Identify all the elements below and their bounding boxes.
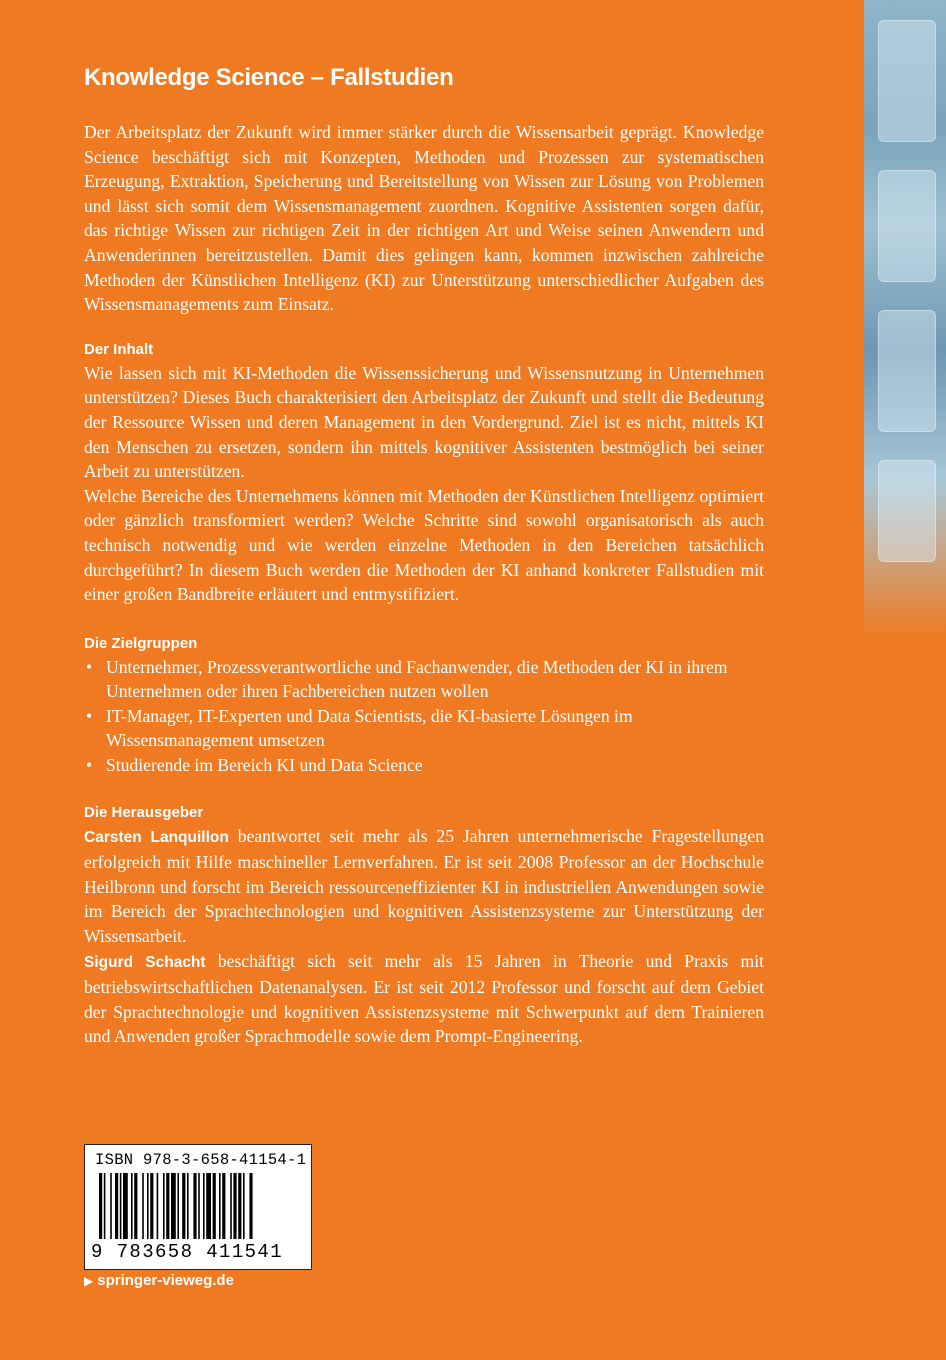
editor-2-bio: Sigurd Schacht beschäftigt sich seit mehr als 15 Jahren in Theorie und Praxis mit betriebswirtschaftlichen Datenanalysen. Er ist seit 2012 Professor und forscht auf dem Gebiet der Sprachtechnologie und kognitiven Assistenzsysteme mit Schwerpunkt auf dem Trainieren und Anwenden großer Sprachmodelle sowie dem Prompt-Engineering. [84, 950, 765, 1047]
list-item: • Studierende im Bereich KI und Data Science [84, 753, 764, 778]
section-heading-inhalt: Der Inhalt [84, 340, 154, 358]
barcode-bar [147, 1173, 149, 1239]
barcode-bar [99, 1173, 102, 1239]
inhalt-paragraph-1: Wie lassen sich mit KI-Methoden die Wissenssicherung und Wissensnutzung in Unternehmen unterstützen? Dieses Buch charakterisiert den Arbeitsplatz der Zukunft und stellt die Bedeutung der Ressource Wissen und deren Management in den Vordergrund. Ziel ist es nicht, mittels KI den Menschen zu ersetzen, sondern ihn mittels kognitiver Assistenten bestmöglich bei seiner Arbeit zu unterstützen. [84, 362, 764, 482]
bullet-icon: • [86, 755, 93, 776]
editor-1-name: Carsten Lanquillon [84, 828, 229, 846]
bullet-icon: • [86, 705, 93, 726]
barcode-bar [213, 1173, 216, 1239]
list-item: • IT-Manager, IT-Experten und Data Scientists, die KI-basierte Lösungen im Wissensmanagement umsetzen [86, 705, 633, 751]
arrow-icon: ▶ [84, 1273, 94, 1288]
barcode-bar [177, 1173, 179, 1239]
barcode-bar [219, 1173, 221, 1239]
barcode-bar [230, 1173, 232, 1239]
barcode-bar [150, 1173, 153, 1239]
barcode-bar [131, 1173, 133, 1239]
barcode-bar [142, 1173, 144, 1239]
barcode-bar [243, 1173, 245, 1239]
barcode-bar [115, 1173, 118, 1239]
barcode-bars [95, 1173, 301, 1239]
barcode-bar [187, 1173, 189, 1239]
isbn-barcode [84, 1144, 312, 1270]
barcode-bar [157, 1173, 159, 1239]
inhalt-paragraph-2: Welche Bereiche des Unternehmens können mit Methoden der Künstlichen Intelligenz optimiert oder gänzlich transformiert werden? Welche Schritte sind sowohl organisatorisch als auch technisch notwendig und wie werden einzelne Methoden in den Bereichen tatsächlich durchgeführt? In diesem Buch werden die Methoden der KI anhand konkreter Fallstudien mit einer großen Bandbreite erläutert und entmystifiziert. [84, 485, 764, 605]
barcode-bar [198, 1173, 200, 1239]
isbn-label: ISBN 978-3-658-41154-1 [95, 1151, 307, 1169]
publisher-url: springer-vieweg.de [97, 1272, 234, 1289]
barcode-bar [193, 1173, 196, 1239]
editor-1-bio: Carsten Lanquillon beantwortet seit mehr als 25 Jahren unternehmerische Fragestellungen erfolgreich mit Hilfe maschineller Lernverfahren. Er ist seit 2008 Professor an der Hochschule Heilbronn und forscht im Bereich ressourceneffizienter KI in industriellen Anwendungen sowie im Bereich der Sprachtechnologien und kognitiven Assistenzsysteme zur Unterstützung der Wissensarbeit. [84, 825, 764, 947]
list-item: • Unternehmer, Prozessverantwortliche und Fachanwender, die Methoden der KI in ihrem Unternehmen oder ihren Fachbereichen nutzen wollen [86, 656, 728, 702]
barcode-bar [120, 1173, 122, 1239]
book-title: Knowledge Science – Fallstudien [84, 64, 454, 91]
barcode-bar [171, 1173, 176, 1239]
barcode-bar [166, 1173, 169, 1239]
barcode-bar [134, 1173, 137, 1239]
barcode-bar [249, 1173, 252, 1239]
editor-2-name: Sigurd Schacht [84, 953, 206, 971]
publisher-link[interactable] [84, 1272, 234, 1289]
barcode-bar [206, 1173, 211, 1239]
barcode-bar [222, 1173, 225, 1239]
barcode-bar [233, 1173, 236, 1239]
back-cover-text [84, 62, 764, 1049]
barcode-bar [163, 1173, 165, 1239]
barcode-bar [104, 1173, 106, 1239]
section-heading-zielgruppen: Die Zielgruppen [84, 634, 198, 652]
cover-image-strip [864, 0, 946, 640]
barcode-bar [110, 1173, 112, 1239]
bullet-icon: • [86, 656, 93, 677]
barcode-bar [238, 1173, 241, 1239]
zielgruppen-list [84, 655, 764, 778]
barcode-bar [123, 1173, 128, 1239]
barcode-bar [182, 1173, 185, 1239]
intro-paragraph: Der Arbeitsplatz der Zukunft wird immer stärker durch die Wissensarbeit geprägt. Knowledge Science beschäftigt sich mit Konzepten, Methoden und Prozessen zur systematischen Erzeugung, Extraktion, Speicherung und Bereitstellung von Wissen zur Lösung von Problemen und lässt sich somit dem Wissensmanagement zuordnen. Kognitive Assistenten sorgen dafür, das richtige Wissen zur richtigen Zeit in der richtigen Art und Weise seinen Anwendern und Anwenderinnen bereitzustellen. Damit dies gelingen kann, kommen inzwischen zahlreiche Methoden der Künstlichen Intelligenz (KI) zur Unterstützung unterschiedlicher Aufgaben des Wissensmanagements zum Einsatz. [84, 122, 764, 315]
ean-number: 9 783658 411541 [91, 1241, 284, 1263]
section-heading-herausgeber: Die Herausgeber [84, 803, 204, 821]
barcode-bar [203, 1173, 205, 1239]
